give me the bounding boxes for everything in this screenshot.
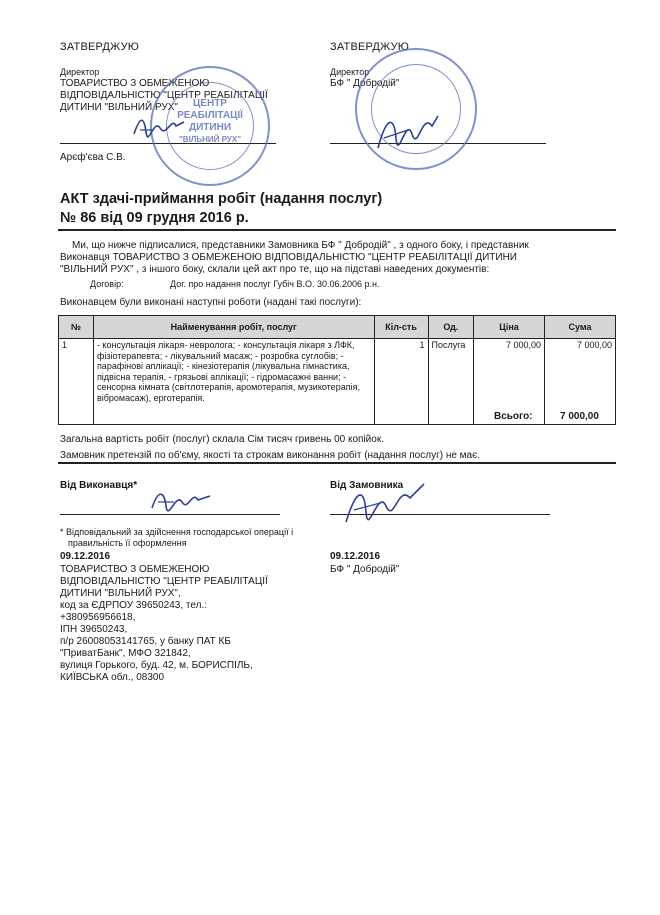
executor-label: Від Виконавця*: [60, 480, 138, 491]
approval-position-left: Директор: [60, 67, 100, 77]
executor-details: [60, 564, 310, 684]
row-unit: Послуга: [428, 339, 474, 425]
executor-detail-line: ІПН 39650243,: [60, 624, 128, 635]
executor-detail-line: +380956956618,: [60, 612, 136, 623]
summary-line: Загальна вартість робіт (послуг) склала Сім тисяч гривень 00 копійок.: [60, 434, 384, 445]
executor-detail-line: ДИТИНИ "ВІЛЬНИЙ РУХ",: [60, 588, 181, 599]
row-num: 1: [59, 339, 94, 425]
title-line: АКТ здачі-приймання робіт (надання послуг): [60, 191, 383, 207]
executor-date: 09.12.2016: [60, 551, 111, 562]
intro-line: "ВІЛЬНИЙ РУХ" , з іншого боку, склали цей акт про те, що на підставі наведених документів:: [60, 264, 490, 275]
signature-right-icon: [372, 108, 442, 158]
title-divider: [58, 229, 616, 231]
description-line: - консультація лікаря- невролога; - консультація лікаря з ЛФК,: [96, 340, 355, 350]
customer-org: БФ " Добродій": [330, 564, 400, 575]
stamp-text: ДИТИНИ: [188, 122, 232, 133]
approval-label-right: ЗАТВЕРДЖУЮ: [330, 41, 410, 53]
work-intro: Виконавцем були виконані наступні роботи (надані такі послуги):: [60, 297, 362, 308]
summary-text: [60, 434, 480, 462]
approval-label-left: ЗАТВЕРДЖУЮ: [60, 41, 140, 53]
executor-detail-line: "ПриватБанк", МФО 321842,: [60, 648, 191, 659]
col-header-unit: Од.: [428, 316, 474, 339]
customer-date: 09.12.2016: [330, 551, 381, 562]
stamp-text: "ВІЛЬНИЙ РУХ": [179, 135, 241, 144]
works-table: [58, 315, 616, 425]
executor-detail-line: КИЇВСЬКА обл., 08300: [60, 672, 165, 683]
stamp-text: РЕАБІЛІТАЦІЇ: [177, 110, 243, 121]
table-header-row: [59, 316, 616, 339]
contract-label: Договір:: [90, 279, 124, 289]
customer-label: Від Замовника: [330, 480, 404, 491]
approval-org-line: ДИТИНИ "ВІЛЬНИЙ РУХ": [60, 102, 178, 113]
executor-detail-line: п/р 26008053141765, у банку ПАТ КБ: [60, 636, 231, 647]
description-line: сенсорна кімната (світлотерапія, аромотерапія, музикотерапія,: [96, 382, 360, 392]
row-sum: 7 000,00: [545, 339, 616, 425]
approval-org-right: БФ " Добродій": [330, 78, 400, 89]
col-header-name: Найменування робіт, послуг: [93, 316, 374, 339]
description-line: підвісна терапія, - грязьові аплікації; - гідромасажні ванни; -: [96, 371, 347, 382]
intro-line: Ми, що нижче підписалися, представники Замовника БФ " Добродій" , з одного боку, і представник: [72, 240, 529, 251]
title-number-line: № 86 від 09 грудня 2016 р.: [60, 210, 249, 226]
description-line: вібромасаж), ерготерапія.: [96, 392, 205, 403]
footnote-line: правильність її оформлення: [68, 537, 187, 548]
col-header-qty: Кіл-сть: [374, 316, 428, 339]
executor-signature-icon: [148, 484, 218, 516]
contract-value: Дог. про надання послуг Губіч В.О. 30.06.2006 р.н.: [170, 279, 380, 289]
approval-position-right: Директор: [330, 67, 370, 77]
row-price: 7 000,00: [474, 339, 545, 425]
col-header-sum: Сума: [545, 316, 616, 339]
total-value: 7 000,00: [560, 411, 599, 422]
footnote: [60, 527, 300, 548]
document-title: [60, 190, 382, 228]
col-header-num: №: [59, 316, 94, 339]
approval-org-line: ВІДПОВІДАЛЬНІСТЮ "ЦЕНТР РЕАБІЛІТАЦІЇ: [60, 90, 268, 101]
executor-detail-line: вулиця Горького, буд. 42, м. БОРИСПІЛЬ,: [60, 660, 253, 671]
executor-detail-line: ТОВАРИСТВО З ОБМЕЖЕНОЮ: [60, 564, 210, 575]
footnote-line: * Відповідальний за здійснення господарської операції і: [60, 527, 294, 537]
summary-line: Замовник претензій по об'єму, якості та строкам виконання робіт (надання послуг) не має.: [60, 450, 480, 461]
row-description: [93, 339, 374, 425]
summary-divider: [58, 462, 616, 464]
executor-detail-line: код за ЄДРПОУ 39650243, тел.:: [60, 600, 208, 611]
approval-org-line: ТОВАРИСТВО З ОБМЕЖЕНОЮ: [60, 78, 210, 89]
customer-signature-icon: [340, 478, 430, 530]
executor-detail-line: ВІДПОВІДАЛЬНІСТЮ "ЦЕНТР РЕАБІЛІТАЦІЇ: [60, 576, 268, 587]
intro-text: [60, 240, 620, 276]
intro-line: Виконавця ТОВАРИСТВО З ОБМЕЖЕНОЮ ВІДПОВІДАЛЬНІСТЮ "ЦЕНТР РЕАБІЛІТАЦІЇ ДИТИНИ: [60, 252, 517, 263]
total-label: Всього:: [494, 411, 533, 422]
col-header-price: Ціна: [474, 316, 545, 339]
stamp-text: ЦЕНТР: [193, 98, 227, 109]
row-qty: 1: [374, 339, 428, 425]
signature-left-icon: [130, 112, 190, 142]
description-line: парафінові аплікації; - кінезіотерапія (лікувальна гімнастика,: [96, 361, 350, 371]
approval-signer-left: Арєф'єва С.В.: [60, 152, 126, 163]
description-line: фізіотерапевта; - лікувальний масаж; - розробка суглобів; -: [96, 350, 344, 361]
